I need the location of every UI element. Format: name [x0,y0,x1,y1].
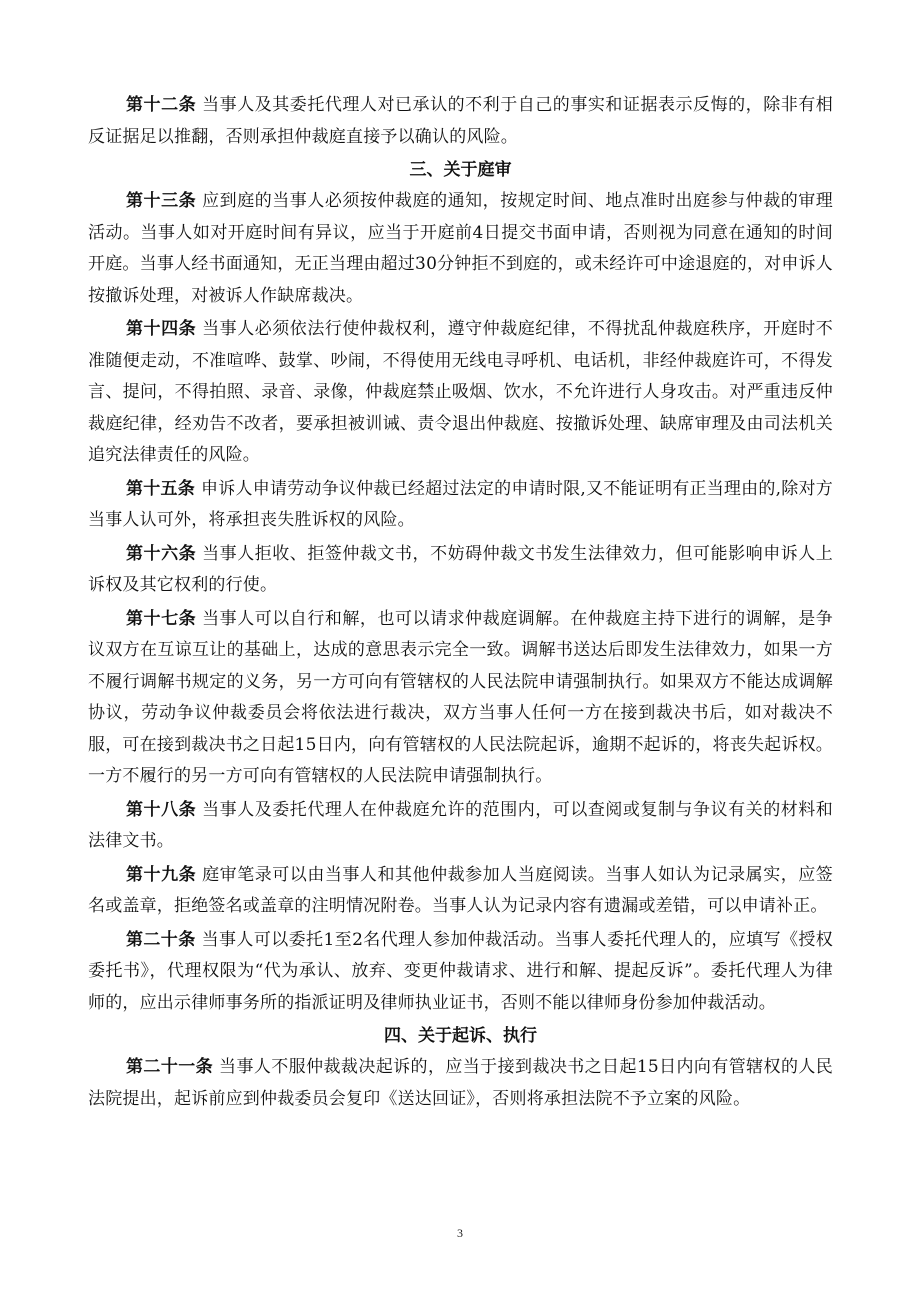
article-20 [88,925,833,1020]
article-number: 第十七条 [126,608,197,629]
article-text: 当事人可以委托1至2名代理人参加仲裁活动。当事人委托代理人的，应填写《授权委托书》，代理权限为“代为承认、放弃、变更仲裁请求、进行和解、提起反诉”。委托代理人为律师的，应出示律师事务所的指派证明及律师执业证书，否则不能以律师身份参加仲裁活动。 [88,929,833,1013]
section-heading-hearing: 三、关于庭审 [409,160,512,180]
article-text: 应到庭的当事人必须按仲裁庭的通知，按规定时间、地点准时出庭参与仲裁的审理活动。当事人如对开庭时间有异议，应当于开庭前4日提交书面申请，否则视为同意在通知的时间开庭。当事人经书面通知，无正当理由超过30分钟拒不到庭的，或未经许可中途退庭的，对申诉人按撤诉处理，对被诉人作缺席裁决。 [88,191,833,306]
article-16 [88,539,833,602]
article-text: 当事人必须依法行使仲裁权利，遵守仲裁庭纪律，不得扰乱仲裁庭秩序，开庭时不准随便走动，不准喧哗、鼓掌、吵闹，不得使用无线电寻呼机、电话机，非经仲裁庭许可，不得发言、提问，不得拍照、录音、录像，仲裁庭禁止吸烟、饮水，不允许进行人身攻击。对严重违反仲裁庭纪律，经劝告不改者，要承担被训诫、责令退出仲裁庭、按撤诉处理、缺席审理及由司法机关追究法律责任的风险。 [88,319,833,465]
page-number: 3 [457,1226,463,1240]
article-19 [88,860,833,923]
article-text: 当事人拒收、拒签仲裁文书，不妨碍仲裁文书发生法律效力，但可能影响申诉人上诉权及其它权利的行使。 [88,543,833,595]
article-text: 当事人及委托代理人在仲裁庭允许的范围内，可以查阅或复制与争议有关的材料和法律文书。 [88,799,833,851]
article-number: 第十九条 [126,864,197,885]
article-number: 第十六条 [126,543,197,564]
article-21 [88,1052,833,1115]
article-text: 当事人可以自行和解，也可以请求仲裁庭调解。在仲裁庭主持下进行的调解，是争议双方在互谅互让的基础上，达成的意思表示完全一致。调解书送达后即发生法律效力，如果一方不履行调解书规定的义务，另一方可向有管辖权的人民法院申请强制执行。如果双方不能达成调解协议，劳动争议仲裁委员会将依法进行裁决，双方当事人任何一方在接到裁决书后，如对裁决不服，可在接到裁决书之日起15日内，向有管辖权的人民法院起诉，逾期不起诉的，将丧失起诉权。一方不履行的另一方可向有管辖权的人民法院申请强制执行。 [88,608,833,786]
article-15 [88,474,833,537]
article-number: 第二十条 [126,929,196,950]
article-number: 第十五条 [126,478,195,499]
article-17 [88,604,833,793]
article-text: 当事人不服仲裁裁决起诉的，应当于接到裁决书之日起15日内向有管辖权的人民法院提出，起诉前应到仲裁委员会复印《送达回证》，否则将承担法院不予立案的风险。 [88,1057,833,1109]
article-number: 第十三条 [126,191,197,211]
document-page [88,90,833,1117]
article-12 [88,90,833,153]
article-number: 第二十一条 [126,1057,214,1077]
article-13 [88,186,833,312]
article-text: 庭审笔录可以由当事人和其他仲裁参加人当庭阅读。当事人如认为记录属实，应签名或盖章，拒绝签名或盖章的注明情况附卷。当事人认为记录内容有遗漏或差错，可以申请补正。 [88,864,833,916]
article-number: 第十四条 [126,319,197,339]
article-text: 当事人及其委托代理人对已承认的不利于自己的事实和证据表示反悔的，除非有相反证据足以推翻，否则承担仲裁庭直接予以确认的风险。 [88,95,833,147]
article-number: 第十八条 [126,799,197,820]
article-text: 申诉人申请劳动争议仲裁已经超过法定的申请时限,又不能证明有正当理由的,除对方当事人认可外，将承担丧失胜诉权的风险。 [88,478,833,530]
article-14 [88,314,833,472]
section-heading-litigation: 四、关于起诉、执行 [384,1026,537,1046]
article-number: 第十二条 [126,95,197,115]
article-18 [88,795,833,858]
